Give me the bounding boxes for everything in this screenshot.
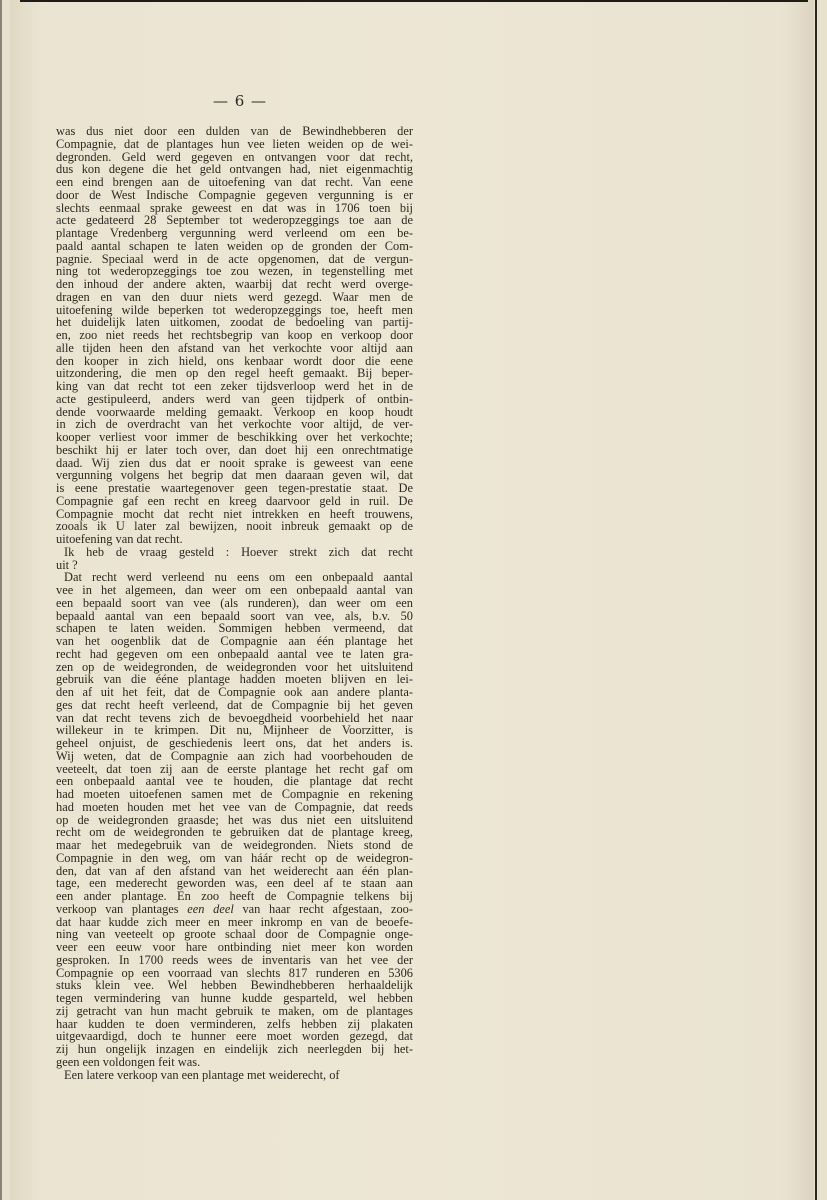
text-line: bepaald aantal van een bepaald soort van vee, als, b.v. 50 bbox=[56, 608, 413, 623]
text-line: had moeten uitoefenen samen met de Compagnie en rekening bbox=[56, 787, 413, 801]
text-line: slechts eenmaal sprake geweest en dat was in 1706 toen bij bbox=[56, 200, 413, 215]
text-line: den, dat van af den afstand van het weiderecht aan één plan- bbox=[56, 863, 413, 878]
text-line: een eind brengen aan de uitoefening van dat recht. Van eene bbox=[56, 175, 413, 189]
text-line: schapen te laten weiden. Sommigen hebben vermeend, dat bbox=[56, 621, 413, 636]
paragraph bbox=[56, 125, 413, 546]
text-line: kooper verliest voor immer de beschikking over het verkochte; bbox=[56, 430, 413, 444]
text-line: dende voorwaarde melding gemaakt. Verkoop en koop houdt bbox=[56, 404, 413, 419]
text-line: uitoefening van dat recht. bbox=[56, 532, 183, 546]
text-line: in zich de overdracht van het verkochte voor altijd, de ver- bbox=[56, 417, 413, 432]
top-edge-line bbox=[20, 0, 808, 2]
text-line: veeteelt, dat toen zij aan de eerste plantage het recht gaf om bbox=[56, 761, 413, 776]
text-line: is eene prestatie waartegenover geen tegen-prestatie staat. De bbox=[56, 481, 413, 495]
text-line: van het oogenblik dat de Compagnie aan één plantage het bbox=[56, 634, 413, 648]
text-line: vee in het algemeen, dan weer om een onbepaald aantal van bbox=[56, 583, 413, 597]
text-line: tegen vermindering van hunne kudde gesparteld, wel hebben bbox=[56, 991, 413, 1005]
text-line: recht om de weidegronden te gebruiken dat de plantage kreeg, bbox=[56, 825, 413, 840]
right-edge-line bbox=[815, 0, 817, 1200]
text-line: verkoop van plantages een deel van haar recht afgestaan, zoo- bbox=[56, 901, 413, 916]
text-line: dat haar kudde zich meer en meer inkromp en van de beoefe- bbox=[56, 914, 413, 929]
text-line: dragen en van den duur niets werd gezegd. Waar men de bbox=[56, 289, 413, 304]
text-line: plantage Vredenberg vergunning werd verleend om een be- bbox=[56, 226, 413, 240]
text-line: Compagnie mocht dat recht niet intrekken en heeft trouwens, bbox=[56, 506, 413, 521]
text-line: uit ? bbox=[56, 557, 78, 572]
text-line: king van dat recht tot een zeker tijdsverloop werd het in de bbox=[56, 379, 413, 393]
text-line: gebruik van die ééne plantage hadden moeten blijven en lei- bbox=[56, 672, 413, 687]
text-line: uitzondering, die men op den regel heeft gemaakt. Bij beper- bbox=[56, 366, 413, 381]
text-line: zen op de weidegronden, de weidegronden voor het uitsluitend bbox=[56, 659, 413, 674]
text-line: zij hun ongelijk inzagen en eindelijk zich neerlegden bij het- bbox=[56, 1042, 413, 1056]
text-line: vergunning volgens het begrip dat men daaraan geven wil, dat bbox=[56, 468, 413, 483]
text-line: Een latere verkoop van een plantage met weiderecht, of bbox=[64, 1067, 340, 1082]
text-line: het duidelijk laten uitkomen, zoodat de bedoeling van partij- bbox=[56, 315, 413, 330]
text-line: een bepaald soort van vee (als runderen), dan weer om een bbox=[56, 595, 413, 610]
text-line: degronden. Geld werd gegeven en ontvangen voor dat recht, bbox=[56, 149, 413, 164]
text-line: den inhoud der andere akten, waarbij dat recht werd overge- bbox=[56, 277, 413, 291]
text-line: gesproken. In 1700 reeds wees de inventaris van het vee der bbox=[56, 952, 413, 967]
body-text bbox=[56, 125, 413, 1081]
text-line: maar het medegebruik van de weidegronden. Niets stond de bbox=[56, 838, 413, 852]
page-number: — 6 — bbox=[212, 92, 268, 110]
text-line: Dat recht werd verleend nu eens om een onbepaald aantal bbox=[64, 570, 413, 585]
text-line: daad. Wij zien dus dat er nooit sprake is geweest van eene bbox=[56, 455, 413, 470]
text-line: was dus niet door een dulden van de Bewindhebberen der bbox=[56, 124, 413, 138]
left-edge-shadow bbox=[0, 0, 2, 1200]
text-line: dus kon degene die het geld ontvangen had, niet eigenmachtig bbox=[56, 162, 413, 177]
text-line: acte gedateerd 28 September tot wederopzeggings toe aan de bbox=[56, 213, 413, 228]
text-line: op de weidegronden graasde; het was dus niet een uitsluitend bbox=[56, 812, 413, 827]
text-line: Ik heb de vraag gesteld : Hoever strekt zich dat recht bbox=[64, 544, 413, 559]
text-line: Compagnie gaf een recht en kreeg daarvoor geld in ruil. De bbox=[56, 493, 413, 508]
text-line: Compagnie, dat de plantages hun vee lieten weiden op de wei- bbox=[56, 136, 413, 151]
text-line: geheel onjuist, de geschiedenis leert ons, dat het anders is. bbox=[56, 736, 413, 750]
text-line: uitgevaardigd, doch te hunner eere moet worden gezegd, dat bbox=[56, 1029, 413, 1044]
text-line: paald aantal schapen te laten weiden op de gronden der Com- bbox=[56, 238, 413, 253]
text-line: Compagnie in den weg, om van háár recht op de weidegron- bbox=[56, 850, 413, 865]
text-line: beschikt hij er later toch over, dan doet hij een onrechtmatige bbox=[56, 442, 413, 457]
text-line: pagnie. Speciaal werd in de acte opgenomen, dat de vergun- bbox=[56, 251, 413, 266]
text-line: den af uit het feit, dat de Compagnie ook aan andere planta- bbox=[56, 685, 413, 699]
paragraph bbox=[56, 1069, 413, 1082]
text-line: haar kudden te doen verminderen, zelfs hebben zij plakaten bbox=[56, 1016, 413, 1031]
text-line: zij getracht van hun macht gebruik te maken, om de plantages bbox=[56, 1003, 413, 1018]
text-line: had moeten houden met het vee van de Compagnie, dat reeds bbox=[56, 799, 413, 814]
text-line: uitoefening wilde beperken tot wederopzeggings toe, heeft men bbox=[56, 302, 413, 317]
text-line: recht had gegeven om een onbepaald aantal vee te laten gra- bbox=[56, 646, 413, 661]
text-line: ges dat recht heeft verleend, dat de Compagnie bij het geven bbox=[56, 697, 413, 712]
text-line: Compagnie op een voorraad van slechts 817 runderen en 5306 bbox=[56, 965, 413, 980]
text-line: en, zoo niet reeds het rechtsbegrip van koop en verkoop door bbox=[56, 328, 413, 342]
paragraph bbox=[56, 571, 413, 1068]
text-line: Wij weten, dat de Compagnie aan zich had voorbehouden de bbox=[56, 748, 413, 763]
paragraph bbox=[56, 546, 413, 572]
text-line: alle tijden heen den afstand van het verkochte voor altijd aan bbox=[56, 340, 413, 355]
text-line: zooals ik U later zal bewijzen, nooit inbreuk gemaakt op de bbox=[56, 519, 413, 534]
text-line: den kooper in zich hield, ons kenbaar wordt door die eene bbox=[56, 353, 413, 368]
text-line: willekeur in te krimpen. Dit nu, Mijnheer de Voorzitter, is bbox=[56, 723, 413, 738]
text-line: ning van veeteelt op groote schaal door de Compagnie onge- bbox=[56, 927, 413, 942]
text-line: een onbepaald aantal vee te houden, die plantage dat recht bbox=[56, 774, 413, 789]
text-line: stuks klein vee. Wel hebben Bewindhebberen herhaaldelijk bbox=[56, 978, 413, 993]
text-line: veer een eeuw voor hare ontbinding niet meer kon worden bbox=[56, 940, 413, 954]
text-line: geen een voldongen feit was. bbox=[56, 1054, 201, 1069]
text-line: ning tot wederopzeggings toe zou wezen, in tegenstelling met bbox=[56, 264, 413, 279]
text-line: door de West Indische Compagnie gegeven vergunning is er bbox=[56, 187, 413, 202]
text-line: van dat recht tevens zich de bevoegdheid voorbehield het naar bbox=[56, 710, 413, 725]
text-line: acte gestipuleerd, anders werd van geen tijdperk of ontbin- bbox=[56, 391, 413, 406]
text-line: een ander plantage. En zoo heeft de Compagnie telkens bij bbox=[56, 889, 413, 903]
text-line: tage, een mederecht geworden was, een deel af te staan aan bbox=[56, 876, 413, 891]
